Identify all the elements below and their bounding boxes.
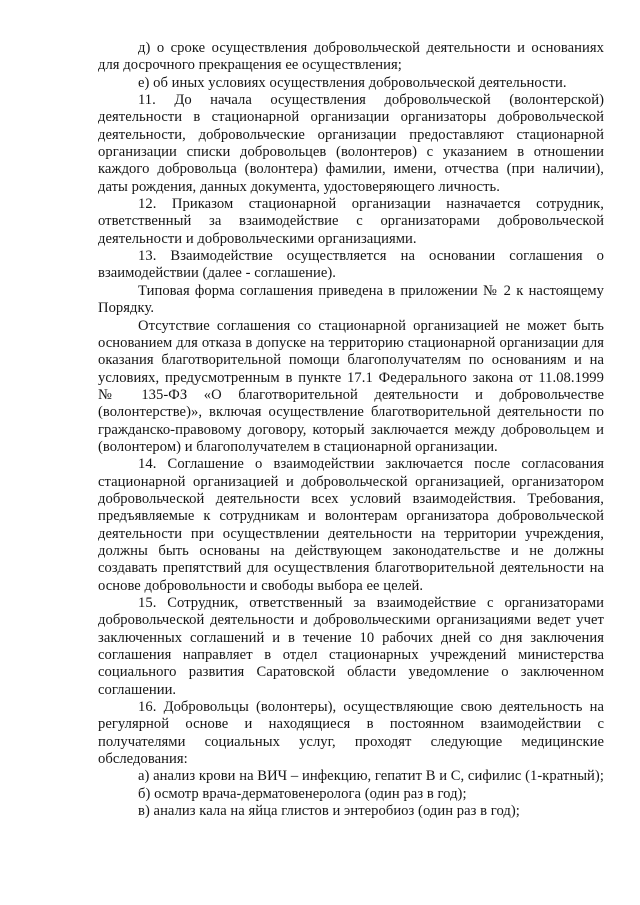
paragraph-14-agreement-conclusion: 14. Соглашение о взаимодействии заключается после согласования стационарной организацией и добровольческой организацией, организатором добровольческой деятельности всех условий взаимодействия. Требования, предъявляемые к сотрудникам и волонтерам организатора добровольческой деятельности при осуществлении деятельности на территории учреждения, должны быть основаны на действующем законодательстве и не должны создавать препятствий для осуществления благотворительной деятельности на основе добровольности и свободы выбора ее целей. [98, 456, 604, 594]
paragraph-e-other-conditions: е) об иных условиях осуществления добровольческой деятельности. [138, 74, 567, 91]
paragraph-d-term: д) о сроке осуществления добровольческой деятельности и основаниях для досрочного прекращения ее осуществления; [98, 40, 604, 74]
paragraph-16-medical-examinations: 16. Добровольцы (волонтеры), осуществляющие свою деятельность на регулярной основе и находящиеся в постоянном взаимодействии с получателями социальных услуг, проходят следующие медицинские обследования: [98, 699, 604, 768]
paragraph-11-volunteer-lists: 11. До начала осуществления добровольческой (волонтерской) деятельности в стационарной организации организаторы добровольческой деятельности, добровольческие организации предоставляют стационарной организации списки добровольцев (волонтеров) с указанием в отношении каждого добровольца (волонтера) фамилии, имени, отчества (при наличии), даты рождения, данных документа, удостоверяющего личность. [98, 92, 604, 195]
paragraph-b-dermatologist: б) осмотр врача-дерматовенеролога (один раз в год); [138, 785, 467, 802]
paragraph-absence-of-agreement: Отсутствие соглашения со стационарной организацией не может быть основанием для отказа в допуске на территорию стационарной организации для оказания благотворительной помощи благополучателям по основаниям и на условиях, предусмотренным в пункте 17.1 Федерального закона от 11.08.1999 № 135-ФЗ «О благотворительной деятельности и добровольчестве (волонтерстве)», включая осуществление благотворительной деятельности по гражданско-правовому договору, который заключается между добровольцем и (волонтером) и благополучателем в стационарной организации. [98, 317, 604, 455]
paragraph-12-responsible-employee: 12. Приказом стационарной организации назначается сотрудник, ответственный за взаимодействие с организаторами добровольческой деятельности и добровольческими организациями. [98, 196, 604, 247]
paragraph-15-agreement-registry: 15. Сотрудник, ответственный за взаимодействие с организаторами добровольческой деятельности и добровольческими организациями ведет учет заключенных соглашений и в течение 10 рабочих дней со дня заключения соглашения направляет в отдел стационарных учреждений министерства социального развития Саратовской области уведомление о заключенном соглашении. [98, 595, 604, 698]
paragraph-13-interaction-agreement: 13. Взаимодействие осуществляется на основании соглашения о взаимодействии (далее - соглашение). [98, 248, 604, 282]
document-body [98, 40, 604, 820]
paragraph-a-blood-test: а) анализ крови на ВИЧ – инфекцию, гепатит В и С, сифилис (1-кратный); [138, 768, 604, 785]
paragraph-standard-form: Типовая форма соглашения приведена в приложении № 2 к настоящему Порядку. [98, 282, 604, 317]
paragraph-c-stool-test: в) анализ кала на яйца глистов и энтеробиоз (один раз в год); [138, 803, 520, 820]
